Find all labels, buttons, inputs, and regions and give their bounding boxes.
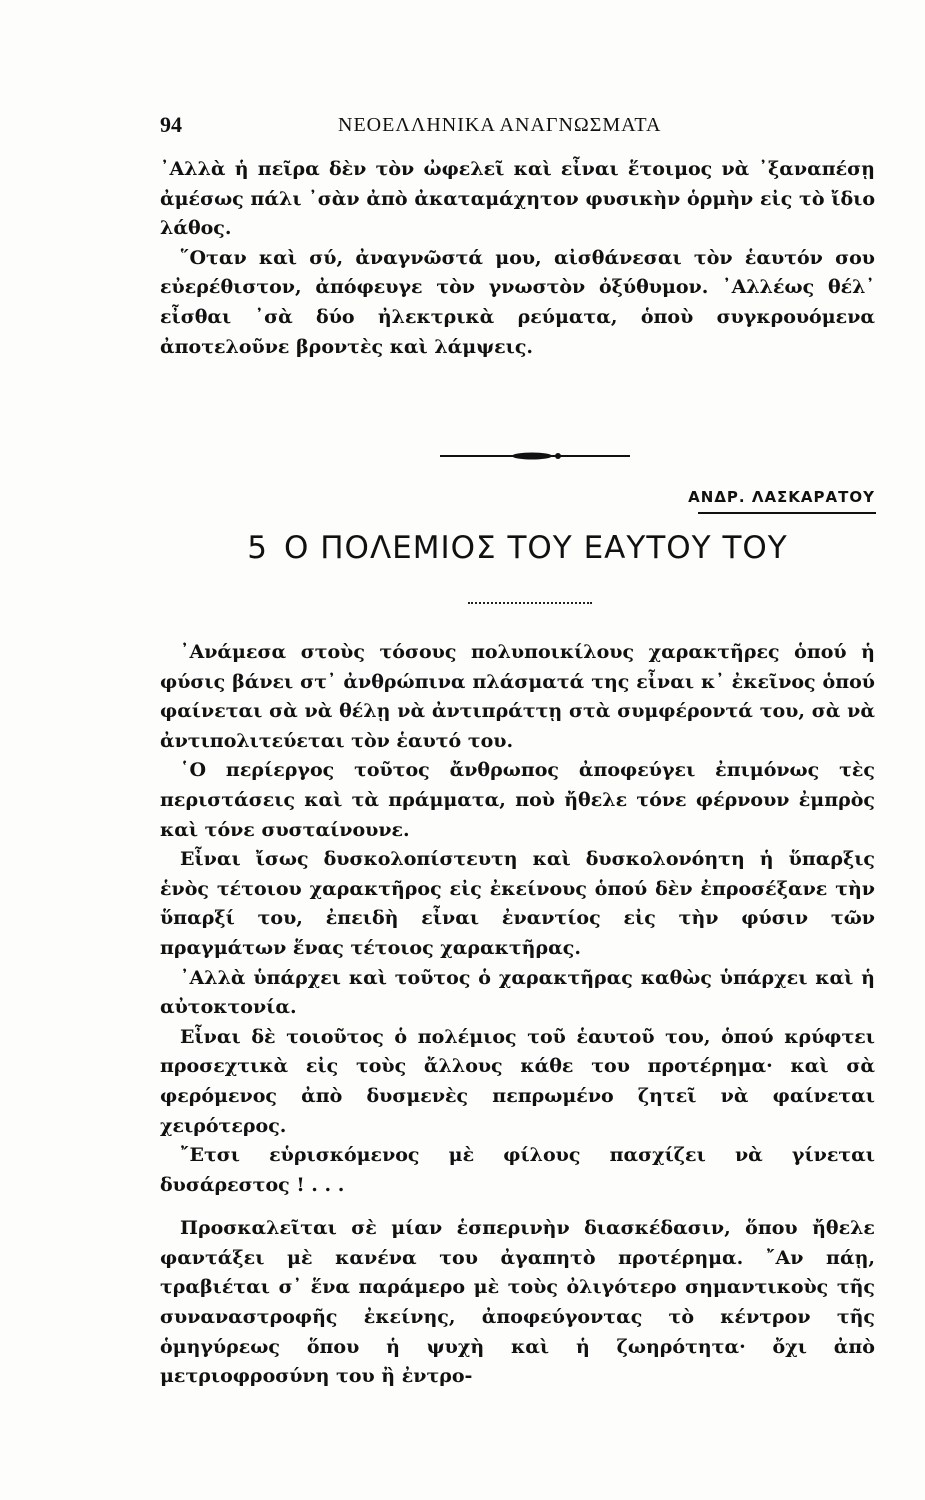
paragraph: Εἶναι δὲ τοιοῦτος ὁ πολέμιος τοῦ ἑαυτοῦ του, ὁπού κρύφτει προσεχτικὰ εἰς τοὺς ἄλλους κάθε του προτέρημα· καὶ σὰ φερόμενος ἀπὸ δυσμενὲς πεπρωμένο ζητεῖ νὰ φαίνεται χειρότερος. (160, 1025, 875, 1137)
paragraph: ᾿Αλλὰ ἡ πεῖρα δὲν τὸν ὠφελεῖ καὶ εἶναι ἕτοιμος νὰ ᾿ξαναπέσῃ ἀμέσως πάλι ᾿σὰν ἀπὸ ἀκαταμάχητον φυσικὴν ὁρμὴν εἰς τὸ ἴδιο λάθος. (160, 158, 875, 240)
page-number: 94 (160, 112, 182, 137)
chapter-text (160, 638, 875, 1392)
chapter-heading (160, 530, 875, 566)
paragraph: ῞Οταν καὶ σύ, ἀναγνῶστά μου, αἰσθάνεσαι τὸν ἑαυτόν σου εὐερέθιστον, ἀπόφευγε τὸν γνωστὸν ὀξύθυμον. ᾿Αλλέως θέλ᾿ εἶσθαι ᾿σὰ δύο ἠλεκτρικὰ ρεύματα, ὁποὺ συγκρουόμενα ἀποτελοῦνε βροντὲς καὶ λάμψεις. (160, 246, 875, 358)
paragraph: ᾿Αλλὰ ὑπάρχει καὶ τοῦτος ὁ χαρακτῆρας καθὼς ὑπάρχει καὶ ἡ αὐτοκτονία. (160, 966, 875, 1019)
chapter-number: 5 (247, 530, 268, 566)
paragraph: Προσκαλεῖται σὲ μίαν ἑσπερινὴν διασκέδασιν, ὅπου ἤθελε φαντάξει μὲ κανένα του ἀγαπητὸ προτέρημα. ῎Αν πάῃ, τραβιέται σ᾿ ἕνα παράμερο μὲ τοὺς ὀλιγότερο σημαντικοὺς τῆς συναναστροφῆς ἐκείνης, ἀποφεύγοντας τὸ κέντρον τῆς ὁμηγύρεως ὅπου ἡ ψυχὴ καὶ ἡ ζωηρότητα· ὄχι ἀπὸ μετριοφροσύνη του ἢ ἐντρο- (160, 1217, 875, 1388)
paragraph: ᾿Ανάμεσα στοὺς τόσους πολυποικίλους χαρακτῆρες ὁπού ἡ φύσις βάνει στ᾿ ἀνθρώπινα πλάσματά της εἶναι κ᾿ ἐκεῖνος ὁπού φαίνεται σὰ νὰ θέλῃ νὰ ἀντιπράττῃ στὰ συμφέροντά του, σὰ νὰ ἀντιπολιτεύεται τὸν ἑαυτό του. (160, 641, 875, 752)
author-signature: ΑΝΔΡ. ΛΑΣΚΑΡΑΤΟΥ (688, 488, 875, 506)
paragraph: ῾Ο περίεργος τοῦτος ἄνθρωπος ἀποφεύγει ἐπιμόνως τὲς περιστάσεις καὶ τὰ πράμματα, ποὺ ἤθελε τόνε φέρνουν ἐμπρὸς καὶ τόνε συσταίνουνε. (160, 759, 875, 841)
page-header (160, 108, 875, 148)
paragraph: ῎Ετσι εὑρισκόμενος μὲ φίλους πασχίζει νὰ γίνεται δυσάρεστος ! . . . (160, 1144, 875, 1196)
chapter-title: Ο ΠΟΛΕΜΙΟΣ ΤΟΥ ΕΑΥΤΟΥ ΤΟΥ (283, 530, 788, 566)
running-title: ΝΕΟΕΛΛΗΝΙΚΑ ΑΝΑΓΝΩΣΜΑΤΑ (338, 114, 662, 136)
paragraph: Εἶναι ἴσως δυσκολοπίστευτη καὶ δυσκολονόητη ἡ ὕπαρξις ἑνὸς τέτοιου χαρακτῆρος εἰς ἐκείνους ὁπού δὲν ἐπροσέξανε τὴν ὕπαρξί του, ἐπειδὴ εἶναι ἐναντίος εἰς τὴν φύσιν τῶν πραγμάτων ἕνας τέτοιος χαρακτῆρας. (160, 848, 875, 959)
chapter-dotted-rule (468, 602, 592, 604)
author-underline (698, 512, 876, 514)
previous-section-text (160, 155, 875, 362)
section-divider-ornament (440, 446, 630, 466)
